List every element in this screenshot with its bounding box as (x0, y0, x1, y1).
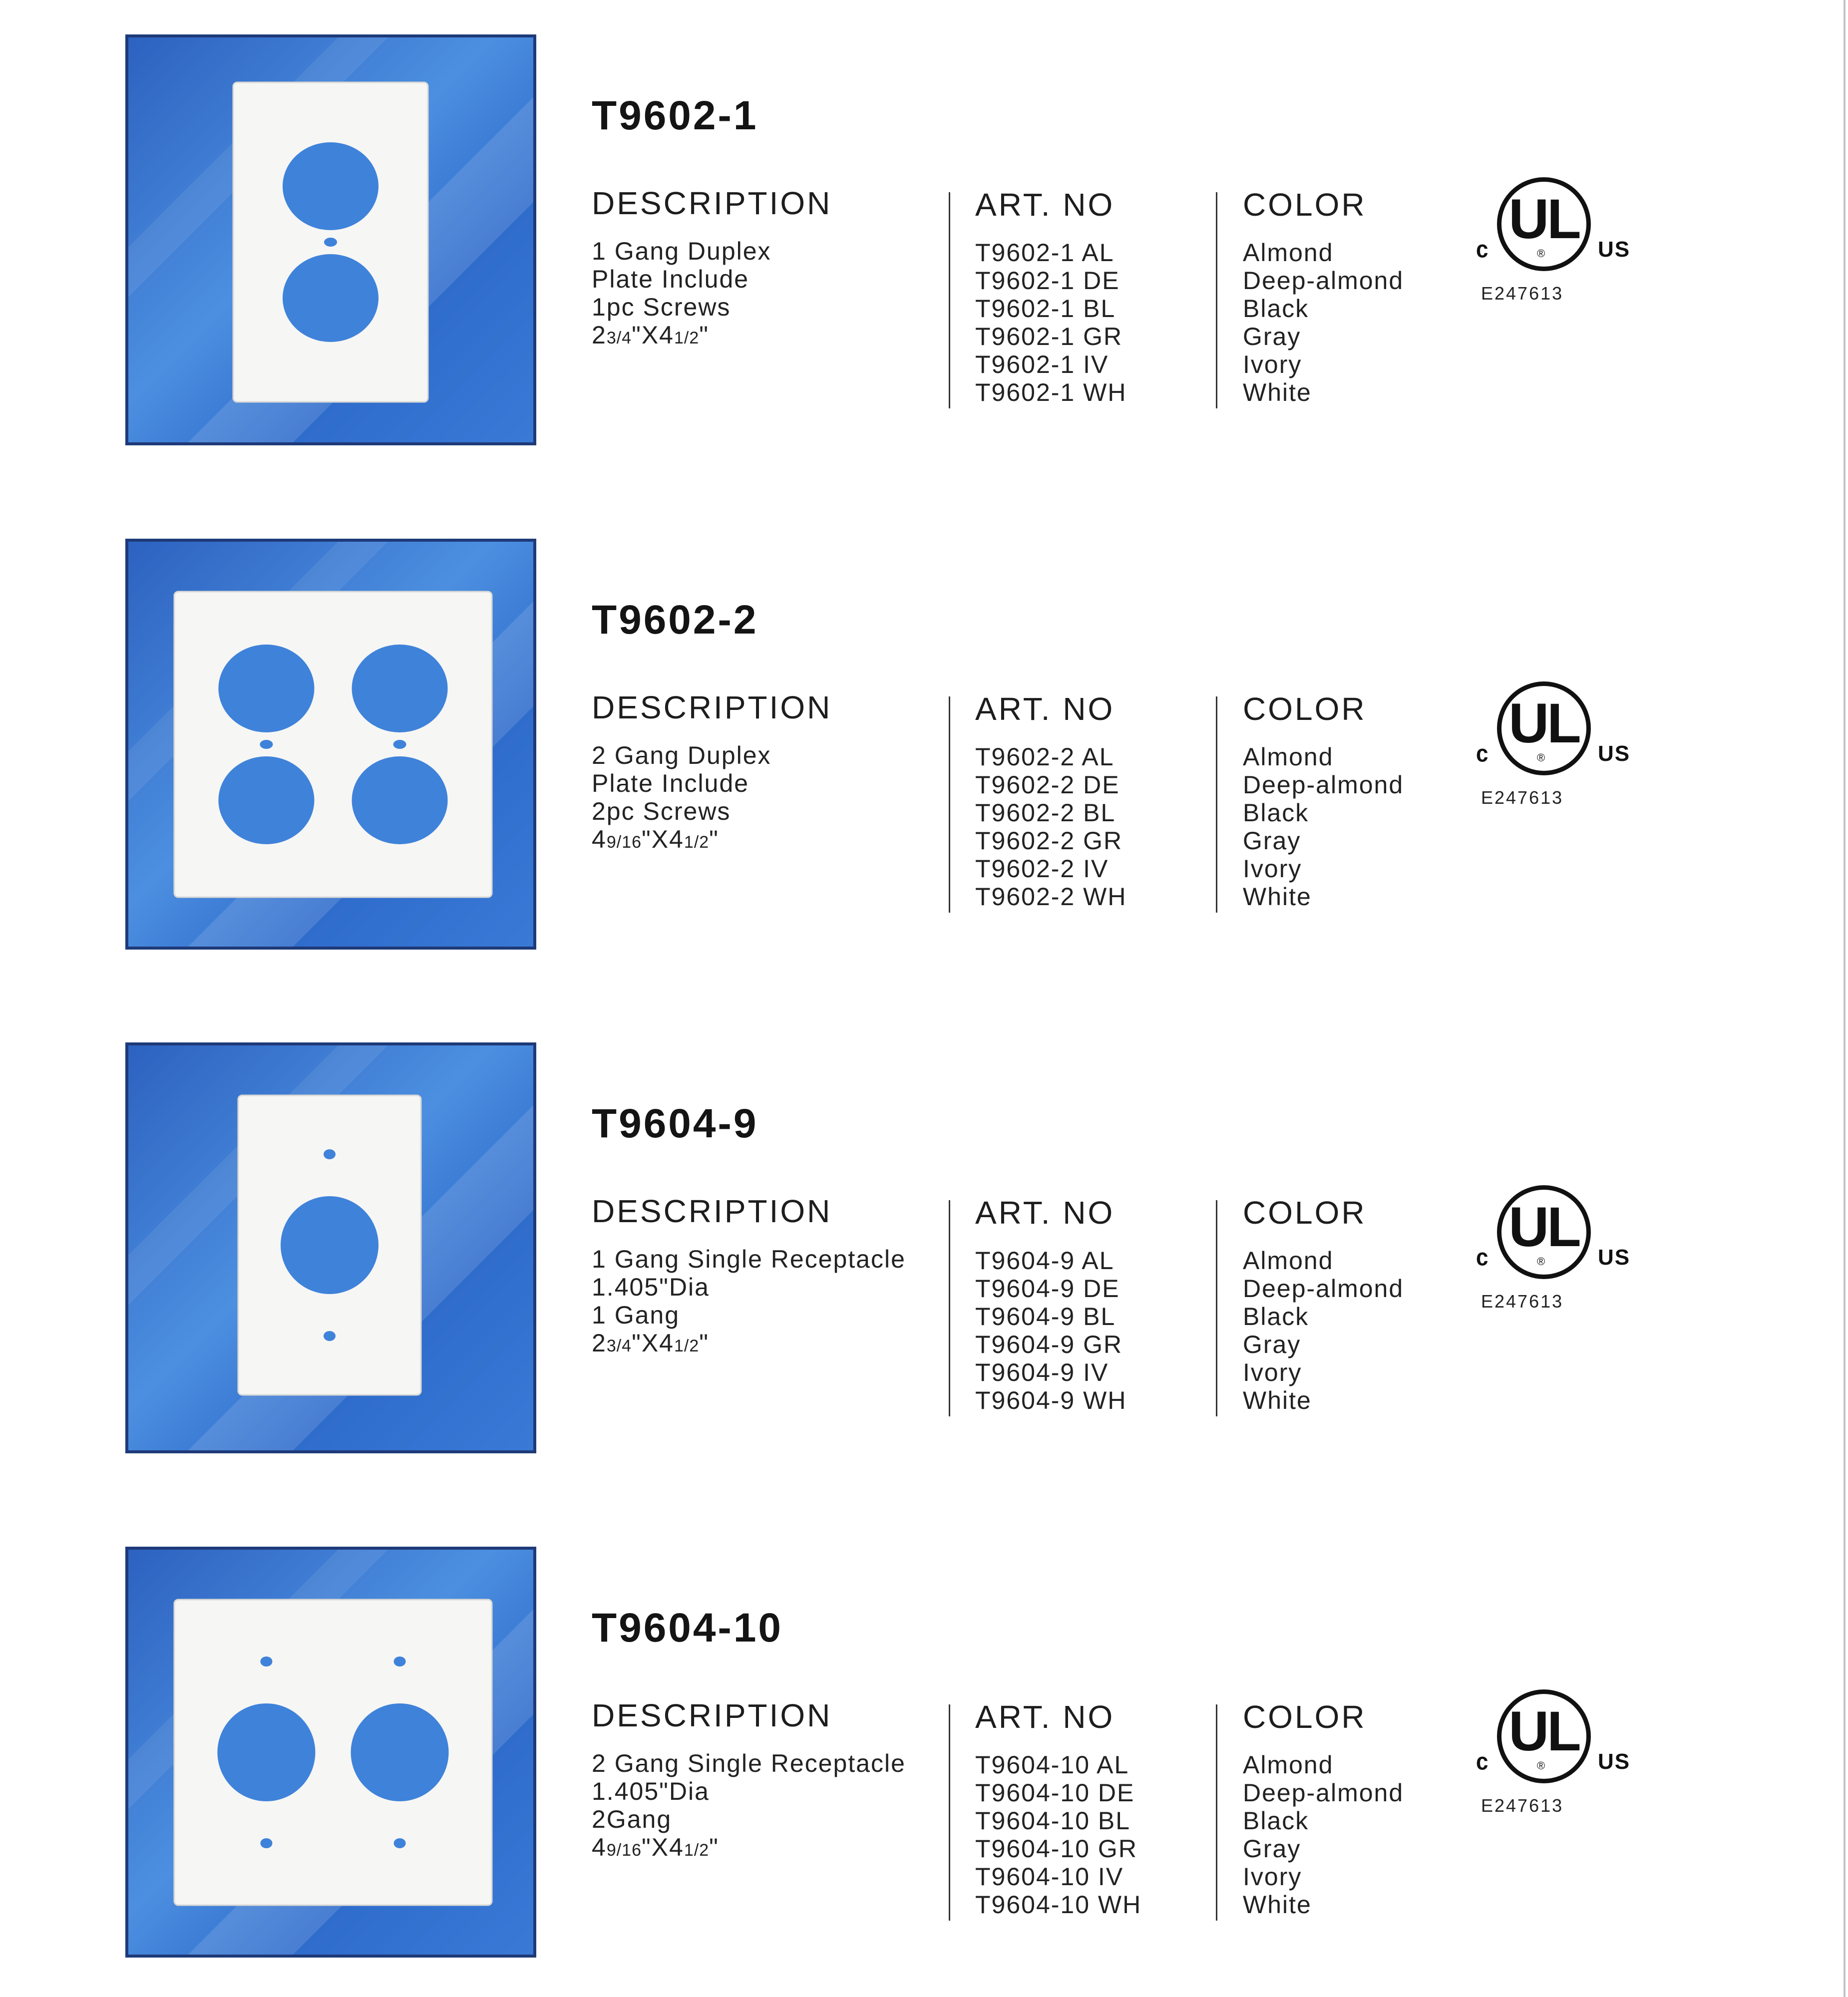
description-line: 1.405"Dia (592, 1777, 710, 1805)
art-number-list (975, 1247, 1126, 1414)
dim-frac-a: 3/4 (606, 1336, 632, 1355)
color-name: Almond (1243, 1247, 1334, 1275)
registered-mark: ® (1537, 751, 1545, 764)
column-divider (949, 192, 950, 408)
dim-frac-b: 1/2 (684, 833, 710, 852)
outlet-opening (283, 254, 378, 342)
color-name: Gray (1243, 1835, 1301, 1863)
column-divider (1216, 192, 1217, 408)
ul-certification-logo (1473, 681, 1633, 771)
ul-letters: UL (1508, 692, 1579, 754)
color-name: Ivory (1243, 855, 1302, 883)
description-lines (592, 741, 771, 856)
product-photo (125, 539, 536, 950)
dim-whole-a: 4 (592, 1833, 607, 1861)
dimensions (592, 1329, 906, 1360)
wall-plate (174, 592, 492, 897)
art-number: T9602-1 AL (975, 239, 1114, 267)
art-number: T9604-9 WH (975, 1386, 1127, 1414)
description-heading: DESCRIPTION (592, 1697, 832, 1733)
description-lines (592, 1749, 906, 1864)
art-number-list (975, 239, 1126, 406)
art-number: T9604-10 BL (975, 1807, 1131, 1835)
art-number: T9602-2 WH (975, 883, 1127, 911)
color-list (1243, 1751, 1404, 1919)
color-heading: COLOR (1243, 691, 1367, 727)
color-name: White (1243, 883, 1312, 911)
model-number: T9604-10 (592, 1605, 783, 1651)
description-line: 2Gang (592, 1805, 672, 1833)
ul-letters: UL (1508, 1700, 1579, 1762)
art-no-heading: ART. NO (975, 691, 1115, 727)
screw-hole (393, 740, 406, 749)
ul-c-label: c (1476, 1748, 1488, 1775)
art-number: T9604-10 IV (975, 1863, 1124, 1891)
art-number-list (975, 1751, 1141, 1919)
ul-c-label: c (1476, 740, 1488, 767)
color-list (1243, 1247, 1404, 1414)
product-photo (125, 1042, 536, 1453)
art-number: T9602-1 BL (975, 295, 1116, 323)
registered-mark: ® (1537, 1255, 1545, 1268)
color-list (1243, 743, 1404, 911)
dim-mid: "X4 (632, 1329, 674, 1357)
ul-us-label: US (1598, 237, 1631, 262)
dim-frac-b: 1/2 (684, 1841, 710, 1860)
art-number: T9604-9 DE (975, 1275, 1120, 1303)
art-number: T9604-9 AL (975, 1247, 1114, 1275)
ul-certification-logo (1473, 177, 1633, 267)
dim-end: " (709, 825, 719, 853)
description-lines (592, 1245, 906, 1360)
product-photo (125, 34, 536, 445)
model-number: T9602-1 (592, 93, 758, 138)
column-divider (1216, 1200, 1217, 1416)
art-number: T9602-2 BL (975, 799, 1116, 827)
color-name: Black (1243, 799, 1309, 827)
art-number: T9602-1 DE (975, 267, 1120, 295)
dim-mid: "X4 (642, 1833, 684, 1861)
column-divider (949, 696, 950, 913)
ul-c-label: c (1476, 236, 1488, 263)
color-name: Deep-almond (1243, 267, 1404, 295)
color-name: White (1243, 1386, 1312, 1414)
color-name: Deep-almond (1243, 771, 1404, 799)
column-divider (949, 1200, 950, 1416)
product-row (0, 1008, 1848, 1422)
outlet-opening (352, 645, 448, 732)
screw-hole (324, 1331, 336, 1341)
color-heading: COLOR (1243, 187, 1367, 223)
color-name: Black (1243, 1807, 1309, 1835)
dim-end: " (699, 321, 709, 349)
dimensions (592, 1833, 906, 1864)
color-name: Deep-almond (1243, 1275, 1404, 1303)
column-divider (1216, 696, 1217, 913)
product-row (0, 1512, 1848, 1927)
dim-mid: "X4 (632, 321, 674, 349)
art-number: T9602-2 DE (975, 771, 1120, 799)
description-line: 1 Gang (592, 1301, 680, 1329)
color-name: White (1243, 1891, 1312, 1919)
art-number: T9604-9 BL (975, 1303, 1116, 1331)
art-number: T9602-2 AL (975, 743, 1114, 771)
ul-us-label: US (1598, 1245, 1631, 1270)
color-name: Deep-almond (1243, 1779, 1404, 1807)
outlet-opening (218, 645, 314, 732)
wall-plate-image (128, 1550, 533, 1955)
dimensions (592, 321, 771, 352)
column-divider (1216, 1704, 1217, 1921)
ul-file-number: E247613 (1481, 1795, 1564, 1816)
color-name: Ivory (1243, 350, 1302, 378)
art-number: T9604-10 GR (975, 1835, 1137, 1863)
art-no-heading: ART. NO (975, 1195, 1115, 1231)
wall-plate-image (128, 1045, 533, 1450)
description-line: 2 Gang Single Receptacle (592, 1749, 906, 1777)
art-number: T9604-9 IV (975, 1358, 1109, 1386)
ul-letters: UL (1508, 1196, 1579, 1258)
product-row (0, 504, 1848, 919)
dim-frac-b: 1/2 (674, 329, 700, 347)
dim-end: " (699, 1329, 709, 1357)
description-line: Plate Include (592, 769, 749, 797)
description-line: 1 Gang Duplex (592, 237, 771, 265)
description-heading: DESCRIPTION (592, 689, 832, 725)
wall-plate-image (128, 542, 533, 947)
ul-file-number: E247613 (1481, 787, 1564, 808)
art-number: T9602-2 IV (975, 855, 1109, 883)
description-line: Plate Include (592, 265, 749, 293)
description-heading: DESCRIPTION (592, 185, 832, 221)
color-name: Almond (1243, 239, 1334, 267)
color-name: White (1243, 378, 1312, 406)
art-no-heading: ART. NO (975, 187, 1115, 223)
model-number: T9602-2 (592, 597, 758, 643)
dim-end: " (709, 1833, 719, 1861)
screw-hole (324, 238, 337, 247)
receptacle-opening (351, 1703, 449, 1801)
ul-file-number: E247613 (1481, 283, 1564, 304)
description-line: 1 Gang Single Receptacle (592, 1245, 906, 1273)
color-name: Almond (1243, 743, 1334, 771)
outlet-opening (352, 756, 448, 844)
ul-c-label: c (1476, 1244, 1488, 1271)
description-line: 2pc Screws (592, 797, 731, 825)
color-name: Black (1243, 295, 1309, 323)
screw-hole (394, 1657, 406, 1666)
art-number: T9602-1 IV (975, 350, 1109, 378)
screw-hole (260, 740, 273, 749)
dimensions (592, 825, 771, 856)
ul-letters: UL (1508, 188, 1579, 250)
art-number-list (975, 743, 1126, 911)
wall-plate-image (128, 37, 533, 442)
art-no-heading: ART. NO (975, 1699, 1115, 1735)
dim-mid: "X4 (642, 825, 684, 853)
ul-us-label: US (1598, 1749, 1631, 1774)
color-name: Gray (1243, 1331, 1301, 1358)
dim-frac-a: 9/16 (606, 1841, 642, 1860)
description-lines (592, 237, 771, 352)
art-number: T9602-1 WH (975, 378, 1127, 406)
screw-hole (324, 1149, 336, 1159)
art-number: T9604-10 WH (975, 1891, 1142, 1919)
screw-hole (260, 1838, 272, 1848)
outlet-opening (218, 756, 314, 844)
dim-frac-a: 3/4 (606, 329, 632, 347)
ul-certification-logo (1473, 1689, 1633, 1779)
column-divider (949, 1704, 950, 1921)
screw-hole (260, 1657, 272, 1666)
screw-hole (394, 1838, 406, 1848)
receptacle-opening (217, 1703, 315, 1801)
art-number: T9604-10 DE (975, 1779, 1135, 1807)
art-number: T9602-2 GR (975, 827, 1123, 855)
dim-whole-a: 2 (592, 321, 607, 349)
color-name: Gray (1243, 827, 1301, 855)
model-number: T9604-9 (592, 1101, 758, 1146)
product-photo (125, 1547, 536, 1958)
dim-whole-a: 4 (592, 825, 607, 853)
description-line: 1.405"Dia (592, 1273, 710, 1301)
description-heading: DESCRIPTION (592, 1193, 832, 1229)
color-name: Gray (1243, 323, 1301, 350)
color-list (1243, 239, 1404, 406)
art-number: T9602-1 GR (975, 323, 1123, 350)
registered-mark: ® (1537, 1759, 1545, 1772)
color-name: Black (1243, 1303, 1309, 1331)
ul-certification-logo (1473, 1185, 1633, 1275)
description-line: 2 Gang Duplex (592, 741, 771, 769)
outlet-opening (283, 142, 378, 230)
dim-frac-b: 1/2 (674, 1336, 700, 1355)
color-name: Ivory (1243, 1863, 1302, 1891)
art-number: T9604-10 AL (975, 1751, 1129, 1779)
color-heading: COLOR (1243, 1195, 1367, 1231)
receptacle-opening (281, 1196, 378, 1294)
ul-file-number: E247613 (1481, 1291, 1564, 1312)
art-number: T9604-9 GR (975, 1331, 1123, 1358)
color-name: Ivory (1243, 1358, 1302, 1386)
description-line: 1pc Screws (592, 293, 731, 321)
ul-us-label: US (1598, 741, 1631, 766)
color-name: Almond (1243, 1751, 1334, 1779)
color-heading: COLOR (1243, 1699, 1367, 1735)
dim-whole-a: 2 (592, 1329, 607, 1357)
dim-frac-a: 9/16 (606, 833, 642, 852)
registered-mark: ® (1537, 247, 1545, 260)
product-row (0, 0, 1848, 414)
